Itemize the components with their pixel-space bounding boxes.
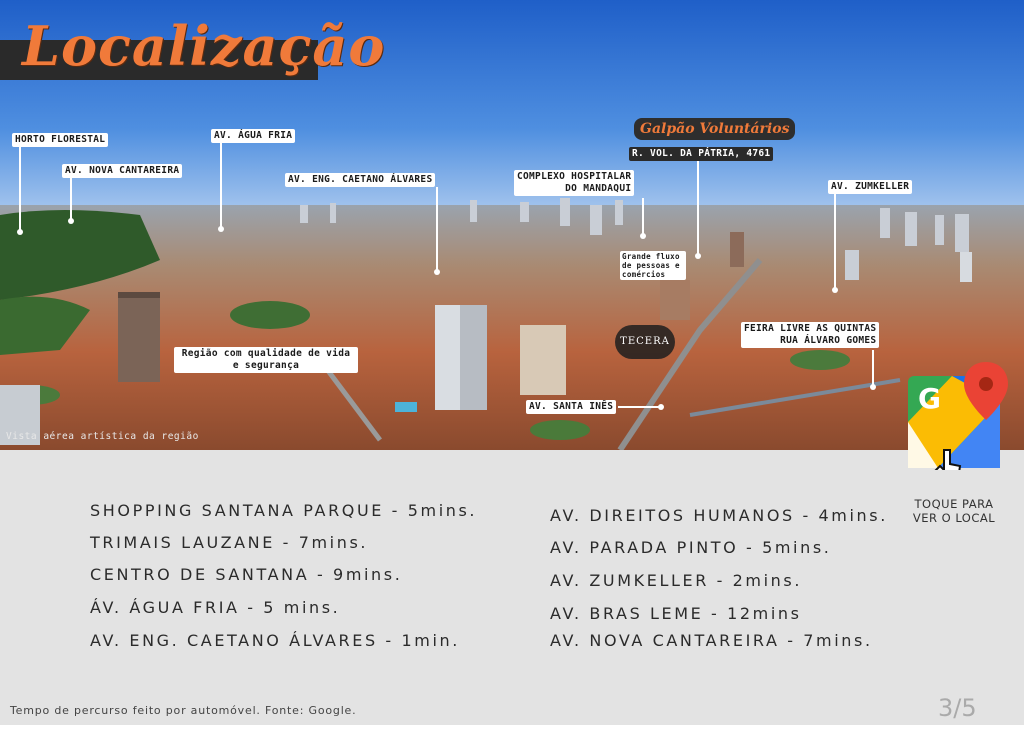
location-dot: [17, 229, 23, 235]
location-dot: [68, 218, 74, 224]
leader-line: [642, 198, 644, 236]
travel-time-item: AV. ZUMKELLER - 2mins.: [550, 571, 803, 590]
travel-time-item: AV. PARADA PINTO - 5mins.: [550, 538, 832, 557]
page-number: 3/5: [938, 694, 977, 722]
label-regiao-qualidade: Região com qualidade de vida e segurança: [174, 347, 358, 373]
label-av-zumkeller: AV. ZUMKELLER: [828, 180, 912, 194]
travel-time-item: AV. NOVA CANTAREIRA - 7mins.: [550, 631, 873, 650]
travel-time-item: AV. BRAS LEME - 12mins: [550, 604, 802, 623]
label-feira-line2: RUA ÁLVARO GOMES: [780, 335, 877, 346]
bottom-border: [0, 725, 1024, 730]
photo-caption: Vista aérea artística da região: [6, 431, 199, 442]
location-dot: [658, 404, 664, 410]
label-grande-fluxo: Grande fluxo de pessoas e comércios: [620, 251, 686, 280]
location-dot: [218, 226, 224, 232]
google-maps-icon[interactable]: [908, 362, 1012, 470]
label-feira-line1: FEIRA LIVRE AS QUINTAS: [744, 323, 877, 334]
label-av-agua-fria: AV. ÁGUA FRIA: [211, 129, 295, 143]
location-dot: [640, 233, 646, 239]
location-dot: [434, 269, 440, 275]
leader-line: [70, 178, 72, 220]
tecera-logo: TECERA: [615, 325, 675, 359]
svg-text:G: G: [918, 382, 941, 415]
location-dot: [695, 253, 701, 259]
travel-time-item: CENTRO DE SANTANA - 9mins.: [90, 565, 403, 584]
leader-line: [834, 194, 836, 290]
label-complexo-line1: COMPLEXO HOSPITALAR: [517, 171, 632, 182]
travel-time-item: TRIMAIS LAUZANE - 7mins.: [90, 533, 369, 552]
travel-times-panel: [0, 450, 1024, 725]
label-horto-florestal: HORTO FLORESTAL: [12, 133, 108, 147]
leader-line: [220, 143, 222, 228]
label-complexo-line2: DO MANDAQUI: [565, 183, 632, 194]
label-complexo-hospitalar: [514, 170, 634, 196]
travel-time-item: SHOPPING SANTANA PARQUE - 5mins.: [90, 501, 478, 520]
leader-line: [697, 161, 699, 256]
label-av-santa-ines: AV. SANTA INÊS: [526, 400, 616, 414]
page-title: Localização: [22, 14, 386, 78]
leader-line: [618, 406, 660, 408]
travel-time-item: AV. DIREITOS HUMANOS - 4mins.: [550, 506, 888, 525]
location-dot: [832, 287, 838, 293]
label-galpao-address: R. VOL. DA PÁTRIA, 4761: [629, 147, 773, 161]
leader-line: [436, 187, 438, 271]
leader-line: [872, 350, 874, 386]
label-feira-livre: [741, 322, 879, 348]
leader-line: [19, 147, 21, 231]
travel-time-item: ÁV. ÁGUA FRIA - 5 mins.: [90, 598, 341, 617]
touch-to-see-location-label[interactable]: TOQUE PARA VER O LOCAL: [912, 497, 996, 525]
location-dot: [870, 384, 876, 390]
label-av-nova-cantareira: AV. NOVA CANTAREIRA: [62, 164, 182, 178]
travel-time-item: AV. ENG. CAETANO ÁLVARES - 1min.: [90, 631, 460, 650]
label-av-eng-caetano-alvares: AV. ENG. CAETANO ÁLVARES: [285, 173, 435, 187]
footer-note: Tempo de percurso feito por automóvel. Fonte: Google.: [10, 704, 357, 717]
label-galpao-voluntarios: Galpão Voluntários: [634, 118, 795, 140]
